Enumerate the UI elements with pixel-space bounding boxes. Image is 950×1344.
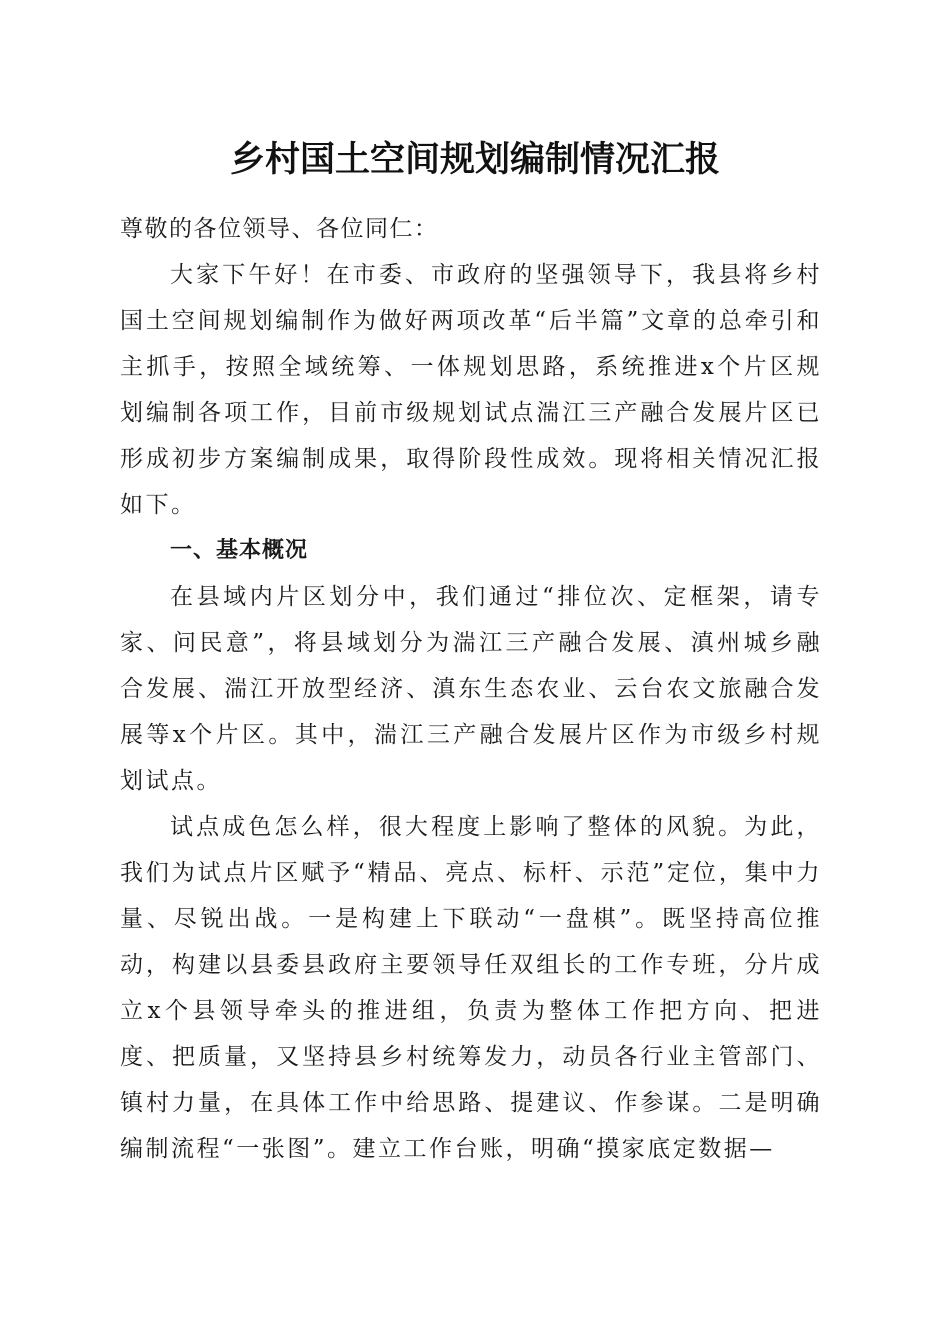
section-paragraph: 在县域内片区划分中，我们通过“排位次、定框架，请专家、问民意”，将县域划分为湍江三产融合发展、滇州城乡融合发展、湍江开放型经济、滇东生态农业、云台农文旅融合发展等x个片区。其中，湍江三产融合发展片区作为市级乡村规划试点。 <box>120 584 822 794</box>
intro-paragraph: 大家下午好！在市委、市政府的坚强领导下，我县将乡村国土空间规划编制作为做好两项改革“后半篇”文章的总牵引和主抓手，按照全域统筹、一体规划思路，系统推进x个片区规划编制各项工作，目前市级规划试点湍江三产融合发展片区已形成初步方案编制成果，取得阶段性成效。现将相关情况汇报如下。 <box>120 262 822 518</box>
section-heading: 一、基本概况 <box>170 538 309 563</box>
document-title: 乡村国土空间规划编制情况汇报 <box>229 140 720 180</box>
document-body <box>120 206 822 1172</box>
salutation: 尊敬的各位领导、各位同仁： <box>120 216 439 242</box>
section-paragraph: 试点成色怎么样，很大程度上影响了整体的风貌。为此，我们为试点片区赋予“精品、亮点、标杆、示范”定位，集中力量、尽锐出战。一是构建上下联动“一盘棋”。既坚持高位推动，构建以县委县政府主要领导任双组长的工作专班，分片成立x个县领导牵头的推进组，负责为整体工作把方向、把进度、把质量，又坚持县乡村统筹发力，动员各行业主管部门、镇村力量，在具体工作中给思路、提建议、作参谋。二是明确编制流程“一张图”。建立工作台账，明确“摸家底定数据— <box>120 814 822 1162</box>
